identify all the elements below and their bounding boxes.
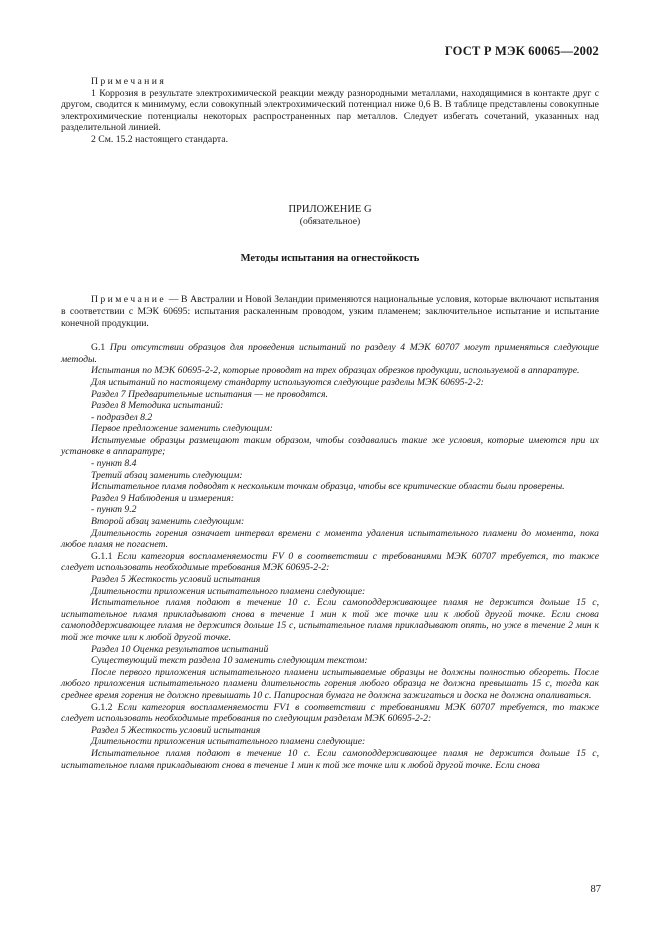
appendix-paragraph xyxy=(61,504,599,516)
appendix-paragraph xyxy=(61,702,599,725)
paragraph-text: Испытания по МЭК 60695-2-2, которые проводят на трех образцах обрезков продукции, используемой в аппаратуре. xyxy=(91,365,580,377)
paragraph-text: Первое предложение заменить следующим: xyxy=(91,423,273,435)
clause-number: G.1.2 xyxy=(91,701,113,713)
paragraph-text: Существующий текст раздела 10 заменить следующим текстом: xyxy=(91,655,368,667)
page-number: 87 xyxy=(590,884,601,895)
paragraph-text: Второй абзац заменить следующим: xyxy=(91,516,245,528)
appendix-note-label: Примечание xyxy=(91,294,167,306)
appendix-paragraph xyxy=(61,389,599,401)
appendix-paragraph xyxy=(61,342,599,365)
appendix-paragraphs xyxy=(61,342,599,771)
appendix-paragraph xyxy=(61,725,599,737)
appendix-paragraph xyxy=(61,644,599,656)
appendix-subtitle: (обязательное) xyxy=(299,216,361,228)
paragraph-text: - подраздел 8.2 xyxy=(91,411,153,423)
appendix-note-text: — В Австралии и Новой Зеландии применяются национальные условия, которые включают испытания в соответствии с МЭК 60695: испытания раскаленным проводом, узким пламенем; заключительное испытание и испытание конечной продукции. xyxy=(61,294,600,329)
paragraph-text: Раздел 5 Жесткость условий испытания xyxy=(91,724,261,736)
paragraph-text: Раздел 8 Методика испытаний: xyxy=(91,400,224,412)
appendix-paragraph xyxy=(61,423,599,435)
appendix-paragraph xyxy=(61,412,599,424)
clause-number: G.1.1 xyxy=(91,550,113,562)
paragraph-text: Если категория воспламеняемости FV1 в соответствии с требованиями МЭК 60707 требуется, то также следует использовать необходимые требования по следующим разделам МЭК 60695-2-2: xyxy=(61,701,599,725)
standard-header: ГОСТ Р МЭК 60065—2002 xyxy=(444,44,599,58)
appendix-note xyxy=(61,294,599,329)
paragraph-text: Испытательное пламя подают в течение 10 с. Если самоподдерживающее пламя не держится дольше 15 с, испытательное пламя прикладывают снова в течение 1 мин к той же точке или к любой другой точке. Если снова самоподдерживающее пламя не держится дольше 15 с, испытательное пламя прикладывают опять, но уже в течение 2 мин к той же точке или к любой другой точке. xyxy=(61,597,599,643)
page-content xyxy=(61,76,599,771)
appendix-paragraph xyxy=(61,516,599,528)
appendix-paragraph xyxy=(61,365,599,377)
paragraph-text: Третий абзац заменить следующим: xyxy=(91,469,243,481)
paragraph-text: Длительности приложения испытательного пламени следующие: xyxy=(91,736,366,748)
note-2: 2 См. 15.2 настоящего стандарта. xyxy=(91,133,228,145)
paragraph-text: - пункт 8.4 xyxy=(91,458,137,470)
appendix-paragraph xyxy=(61,493,599,505)
note-1: 1 Коррозия в результате электрохимической реакции между разнородными металлами, находящимися в контакте друг с другом, сводится к минимуму, если совокупный электрохимический потенциал ниже 0,6 В. В таблице представлены совокупные электрохимические потенциалы некоторых распространенных пар металлов. Следует избегать сочетаний, указанных над разделительной линией. xyxy=(61,87,599,134)
appendix-title: ПРИЛОЖЕНИЕ G xyxy=(288,203,372,215)
paragraph-text: После первого приложения испытательного пламени испытываемые образцы не должны полностью обгореть. После любого приложения испытательного пламени длительность горения любого образца не должна превышать 15 с, тогда как среднее время горения не должно превышать 10 с. Папиросная бумага не должна зажигаться и доска не должна опаливаться. xyxy=(61,666,599,701)
appendix-paragraph xyxy=(61,574,599,586)
paragraph-text: Испытательное пламя подводят к нескольким точкам образца, чтобы все критические области были проверены. xyxy=(91,481,565,493)
paragraph-text: Испытательное пламя подают в течение 10 с. Если самоподдерживающее пламя не держится дольше 15 с, испытательное пламя прикладывают снова в течение 1 мин к той же точке или к любой другой точке. Если снова xyxy=(61,747,599,771)
appendix-paragraph xyxy=(61,586,599,598)
appendix-paragraph xyxy=(61,470,599,482)
paragraph-text: Если категория воспламеняемости FV 0 в соответствии с требованиями МЭК 60707 требуется, то также следует использовать необходимые требования МЭК 60695-2-2: xyxy=(61,550,599,574)
paragraph-text: Испытуемые образцы размещают таким образом, чтобы создавались такие же условия, которые имеются при их установке в аппаратуре; xyxy=(61,434,599,458)
appendix-paragraph xyxy=(61,736,599,748)
appendix-paragraph xyxy=(61,481,599,493)
appendix-paragraph xyxy=(61,551,599,574)
appendix-paragraph xyxy=(61,748,599,771)
paragraph-text: - пункт 9.2 xyxy=(91,504,137,516)
paragraph-text: Длительность горения означает интервал времени с момента удаления испытательного пламени до момента, пока любое пламя не погаснет. xyxy=(61,527,599,551)
appendix-paragraph xyxy=(61,655,599,667)
appendix-heading: Методы испытания на огнестойкость xyxy=(240,252,420,264)
appendix-paragraph xyxy=(61,597,599,643)
appendix-paragraph xyxy=(61,667,599,702)
appendix-paragraph xyxy=(61,400,599,412)
paragraph-text: Раздел 7 Предварительные испытания — не проводятся. xyxy=(91,388,328,400)
clause-number: G.1 xyxy=(91,342,106,354)
paragraph-text: При отсутствии образцов для проведения испытаний по разделу 4 МЭК 60707 могут применяться следующие методы. xyxy=(61,342,599,365)
paragraph-text: Длительности приложения испытательного пламени следующие: xyxy=(91,585,366,597)
notes-heading: Примечания xyxy=(91,76,167,87)
appendix-paragraph xyxy=(61,435,599,458)
paragraph-text: Раздел 5 Жесткость условий испытания xyxy=(91,574,261,585)
paragraph-text: Раздел 9 Наблюдения и измерения: xyxy=(91,492,235,504)
appendix-paragraph xyxy=(61,458,599,470)
paragraph-text: Для испытаний по настоящему стандарту используются следующие разделы МЭК 60695-2-2: xyxy=(91,376,484,388)
paragraph-text: Раздел 10 Оценка результатов испытаний xyxy=(91,643,269,655)
appendix-paragraph xyxy=(61,377,599,389)
appendix-paragraph xyxy=(61,528,599,551)
